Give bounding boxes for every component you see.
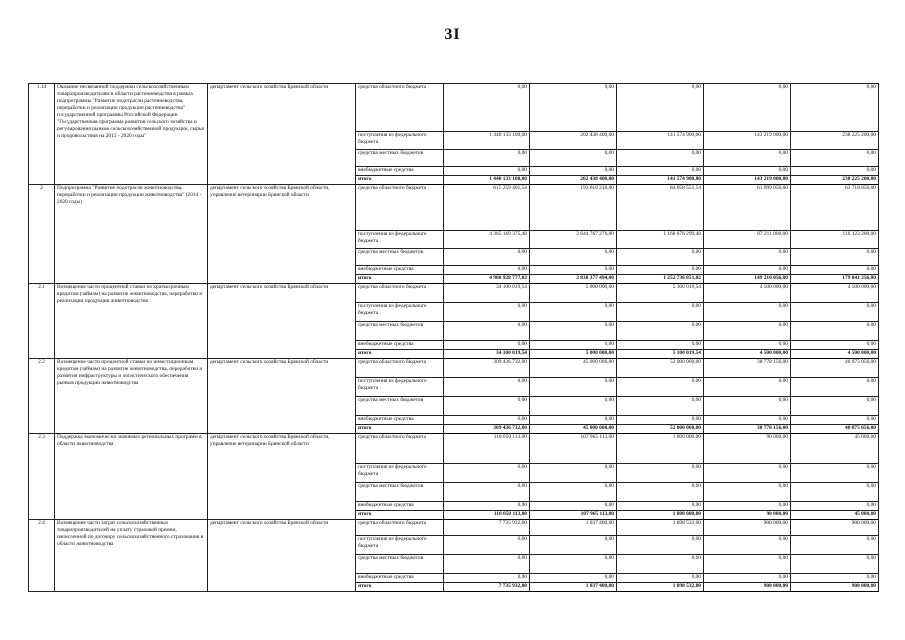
table-row [29, 520, 879, 536]
executor: департамент сельского хозяйства Брянской области [208, 284, 356, 359]
amount-cell: 0,00 [617, 483, 704, 502]
amount-cell: 0,00 [704, 555, 791, 574]
funding-source: внебюджетные средства [356, 502, 444, 511]
amount-cell: 0,00 [530, 341, 617, 350]
amount-cell: 5 100 019,54 [617, 350, 704, 359]
amount-cell: 52 000 000,00 [617, 425, 704, 434]
amount-cell: 0,00 [704, 464, 791, 483]
amount-cell: 0,00 [530, 574, 617, 583]
amount-cell: 0,00 [617, 84, 704, 132]
amount-cell: 0,00 [791, 266, 879, 275]
amount-cell: 0,00 [444, 84, 530, 132]
amount-cell: 1 800 000,00 [617, 511, 704, 520]
amount-cell: 0,00 [791, 378, 879, 397]
amount-cell: 0,00 [444, 322, 530, 341]
funding-source: итого [356, 511, 444, 520]
amount-cell: 1 898 532,00 [617, 583, 704, 592]
amount-cell: 116 123 200,00 [791, 231, 879, 249]
funding-source: итого [356, 176, 444, 185]
amount-cell: 0,00 [704, 574, 791, 583]
amount-cell: 0,00 [704, 397, 791, 416]
amount-cell: 238 225 200,00 [791, 132, 879, 150]
amount-cell: 309 436 732,00 [444, 425, 530, 434]
row-index: 2.2 [29, 359, 55, 434]
amount-cell: 0,00 [791, 167, 879, 176]
funding-source: поступления из федерального бюджета [356, 231, 444, 249]
amount-cell: 0,00 [791, 555, 879, 574]
funding-source: внебюджетные средства [356, 167, 444, 176]
amount-cell: 193 610 218,00 [530, 185, 617, 231]
amount-cell: 0,00 [791, 536, 879, 555]
amount-cell: 0,00 [617, 416, 704, 425]
amount-cell: 0,00 [530, 397, 617, 416]
funding-source: поступления из федерального бюджета [356, 378, 444, 397]
row-index: 2 [29, 185, 55, 284]
funding-source: итого [356, 275, 444, 284]
amount-cell: 0,00 [704, 303, 791, 322]
amount-cell: 0,00 [791, 322, 879, 341]
amount-cell: 0,00 [444, 574, 530, 583]
amount-cell: 45 000 000,00 [530, 425, 617, 434]
amount-cell: 1 252 736 851,02 [617, 275, 704, 284]
amount-cell: 0,00 [530, 555, 617, 574]
amount-cell: 0,00 [444, 416, 530, 425]
amount-cell: 0,00 [444, 397, 530, 416]
funding-source: средства местных бюджетов [356, 322, 444, 341]
amount-cell: 5 100 019,54 [617, 284, 704, 303]
funding-source: средства местных бюджетов [356, 397, 444, 416]
amount-cell: 0,00 [444, 502, 530, 511]
executor: департамент сельского хозяйства Брянской области [208, 359, 356, 434]
row-index: 2.4 [29, 520, 55, 592]
amount-cell: 0,00 [791, 303, 879, 322]
amount-cell: 0,00 [617, 378, 704, 397]
funding-source: поступления из федерального бюджета [356, 303, 444, 322]
amount-cell: 900 000,00 [791, 520, 879, 536]
amount-cell: 0,00 [617, 397, 704, 416]
amount-cell: 0,00 [444, 536, 530, 555]
amount-cell: 0,00 [704, 416, 791, 425]
amount-cell: 0,00 [530, 84, 617, 132]
amount-cell: 0,00 [530, 150, 617, 167]
funding-source: средства областного бюджета [356, 520, 444, 536]
amount-cell: 52 000 000,00 [617, 359, 704, 378]
amount-cell: 0,00 [704, 266, 791, 275]
amount-cell: 38 778 156,00 [704, 425, 791, 434]
funding-source: итого [356, 350, 444, 359]
funding-source: поступления из федерального бюджета [356, 132, 444, 150]
amount-cell: 309 436 732,00 [444, 359, 530, 378]
amount-cell: 0,00 [444, 303, 530, 322]
amount-cell: 4 500 000,00 [704, 284, 791, 303]
amount-cell: 0,00 [704, 84, 791, 132]
funding-source: средства областного бюджета [356, 185, 444, 231]
amount-cell: 1 037 400,00 [530, 583, 617, 592]
amount-cell: 40 075 056,00 [791, 425, 879, 434]
amount-cell: 238 225 200,00 [791, 176, 879, 185]
amount-cell: 0,00 [704, 341, 791, 350]
amount-cell: 0,00 [704, 249, 791, 266]
amount-cell: 0,00 [617, 502, 704, 511]
amount-cell: 90 000,00 [704, 511, 791, 520]
row-index: 2.1 [29, 284, 55, 359]
amount-cell: 143 219 000,00 [704, 176, 791, 185]
executor: департамент сельского хозяйства Брянской области [208, 520, 356, 592]
amount-cell: 0,00 [617, 303, 704, 322]
amount-cell: 38 778 156,00 [704, 359, 791, 378]
amount-cell: 0,00 [617, 150, 704, 167]
funding-source: средства областного бюджета [356, 359, 444, 378]
funding-source: поступления из федерального бюджета [356, 536, 444, 555]
funding-source: итого [356, 583, 444, 592]
measure-title: Оказание несвязанной поддержки сельскохозяйственным товаропроизводителям в области растениеводства в рамках подпрограммы "Развитие подотрасли растениеводства, переработки и реализации продукции растениеводства" государственной программы Российской Федерации "Государственная программа развития сельского хозяйства и регулирования рынков сельскохозяйственной продукции, сырья и продовольствия на 2013 - 2020 годы" [55, 84, 208, 185]
measure-title: Возмещение части процентной ставки по инвестиционным кредитам (займам) на развитие животноводства, переработки и развития инфраструктуры и логистического обеспечения рынков продукции животноводства [55, 359, 208, 434]
amount-cell: 900 000,00 [704, 583, 791, 592]
amount-cell: 0,00 [791, 574, 879, 583]
amount-cell: 0,00 [791, 150, 879, 167]
amount-cell: 0,00 [791, 397, 879, 416]
funding-source: средства местных бюджетов [356, 249, 444, 266]
amount-cell: 0,00 [617, 167, 704, 176]
amount-cell: 0,00 [791, 84, 879, 132]
amount-cell: 0,00 [444, 266, 530, 275]
amount-cell: 107 965 113,00 [530, 434, 617, 464]
amount-cell: 0,00 [530, 378, 617, 397]
amount-cell: 0,00 [791, 502, 879, 511]
amount-cell: 0,00 [617, 341, 704, 350]
amount-cell: 45 000,00 [791, 511, 879, 520]
amount-cell: 0,00 [704, 150, 791, 167]
amount-cell: 0,00 [530, 266, 617, 275]
funding-source: внебюджетные средства [356, 341, 444, 350]
amount-cell: 0,00 [530, 303, 617, 322]
measure-title: Возмещение части затрат сельскохозяйственных товаропроизводителей на уплату страховой премии, начисленной по договору сельскохозяйственного страхования в области животноводства [55, 520, 208, 592]
amount-cell: 110 050 113,00 [444, 434, 530, 464]
amount-cell: 0,00 [791, 416, 879, 425]
table-body [29, 84, 879, 592]
amount-cell: 84 058 551,54 [617, 185, 704, 231]
amount-cell: 0,00 [530, 502, 617, 511]
page-number: 3I [444, 26, 461, 43]
amount-cell: 1 037 400,00 [530, 520, 617, 536]
measure-title: Поддержка экономически значимых региональных программ в области животноводства [55, 434, 208, 520]
amount-cell: 40 075 056,00 [791, 359, 879, 378]
amount-cell: 0,00 [791, 464, 879, 483]
amount-cell: 0,00 [704, 502, 791, 511]
amount-cell: 34 100 019,54 [444, 284, 530, 303]
amount-cell: 0,00 [444, 464, 530, 483]
row-index: 2.3 [29, 434, 55, 520]
amount-cell: 45 000 000,00 [530, 359, 617, 378]
amount-cell: 0,00 [530, 483, 617, 502]
amount-cell: 0,00 [444, 150, 530, 167]
amount-cell: 61 999 056,00 [704, 185, 791, 231]
measure-title: Возмещение части процентной ставки по краткосрочным кредитам (займам) на развитие животноводства, переработки и реализации продукции животноводства [55, 284, 208, 359]
amount-cell: 45 000,00 [791, 434, 879, 464]
measure-title: Подпрограмма "Развитие подотрасли животноводства, переработки и реализации продукции животноводства" (2014 - 2020 годы) [55, 185, 208, 284]
amount-cell: 0,00 [530, 322, 617, 341]
funding-source: средства областного бюджета [356, 284, 444, 303]
amount-cell: 2 838 377 494,00 [530, 275, 617, 284]
amount-cell: 0,00 [444, 249, 530, 266]
funding-source: итого [356, 425, 444, 434]
amount-cell: 4 500 000,00 [704, 350, 791, 359]
amount-cell: 0,00 [617, 249, 704, 266]
amount-cell: 90 000,00 [704, 434, 791, 464]
amount-cell: 4 365 169 375,48 [444, 231, 530, 249]
amount-cell: 34 100 019,54 [444, 350, 530, 359]
amount-cell: 1 440 133 100,00 [444, 132, 530, 150]
row-index: 1.14 [29, 84, 55, 185]
executor: департамент сельского хозяйства Брянской области [208, 84, 356, 185]
table-row [29, 359, 879, 378]
amount-cell: 0,00 [617, 464, 704, 483]
amount-cell: 1 440 133 100,00 [444, 176, 530, 185]
amount-cell: 0,00 [530, 536, 617, 555]
amount-cell: 107 965 113,00 [530, 511, 617, 520]
amount-cell: 615 259 401,54 [444, 185, 530, 231]
amount-cell: 4 500 000,00 [791, 350, 879, 359]
amount-cell: 5 000 000,00 [530, 284, 617, 303]
funding-source: средства областного бюджета [356, 84, 444, 132]
amount-cell: 7 735 932,00 [444, 520, 530, 536]
amount-cell: 0,00 [530, 464, 617, 483]
amount-cell: 179 841 256,00 [791, 275, 879, 284]
funding-source: внебюджетные средства [356, 266, 444, 275]
amount-cell: 0,00 [444, 341, 530, 350]
amount-cell: 0,00 [444, 555, 530, 574]
amount-cell: 149 210 056,00 [704, 275, 791, 284]
amount-cell: 0,00 [704, 483, 791, 502]
amount-cell: 143 219 000,00 [704, 132, 791, 150]
amount-cell: 0,00 [530, 416, 617, 425]
amount-cell: 1 800 000,00 [617, 434, 704, 464]
amount-cell: 141 574 900,00 [617, 132, 704, 150]
funding-source: средства местных бюджетов [356, 555, 444, 574]
amount-cell: 900 000,00 [791, 583, 879, 592]
amount-cell: 0,00 [704, 322, 791, 341]
funding-source: средства областного бюджета [356, 434, 444, 464]
amount-cell: 0,00 [444, 378, 530, 397]
amount-cell: 2 644 767 276,00 [530, 231, 617, 249]
funding-source: поступления из федерального бюджета [356, 464, 444, 483]
executor: департамент сельского хозяйства Брянской области, управление ветеринарии Брянской области [208, 434, 356, 520]
amount-cell: 87 211 000,00 [704, 231, 791, 249]
amount-cell: 0,00 [617, 536, 704, 555]
amount-cell: 202 438 400,00 [530, 176, 617, 185]
amount-cell: 0,00 [617, 555, 704, 574]
amount-cell: 141 574 900,00 [617, 176, 704, 185]
amount-cell: 0,00 [617, 322, 704, 341]
table-row [29, 84, 879, 132]
funding-source: средства местных бюджетов [356, 483, 444, 502]
amount-cell: 4 980 928 777,02 [444, 275, 530, 284]
amount-cell: 0,00 [704, 536, 791, 555]
amount-cell: 0,00 [791, 341, 879, 350]
table-row [29, 284, 879, 303]
amount-cell: 4 500 000,00 [791, 284, 879, 303]
amount-cell: 0,00 [791, 483, 879, 502]
amount-cell: 0,00 [444, 483, 530, 502]
funding-source: средства местных бюджетов [356, 150, 444, 167]
amount-cell: 110 050 113,00 [444, 511, 530, 520]
amount-cell: 5 000 000,00 [530, 350, 617, 359]
amount-cell: 0,00 [617, 574, 704, 583]
amount-cell: 202 438 400,00 [530, 132, 617, 150]
funding-source: внебюджетные средства [356, 574, 444, 583]
amount-cell: 0,00 [617, 266, 704, 275]
amount-cell: 0,00 [530, 249, 617, 266]
funding-source: внебюджетные средства [356, 416, 444, 425]
amount-cell: 63 718 056,00 [791, 185, 879, 231]
amount-cell: 0,00 [704, 378, 791, 397]
funding-table [28, 83, 879, 592]
amount-cell: 900 000,00 [704, 520, 791, 536]
amount-cell: 0,00 [530, 167, 617, 176]
amount-cell: 7 735 932,00 [444, 583, 530, 592]
amount-cell: 1 898 532,00 [617, 520, 704, 536]
amount-cell: 1 168 676 299,48 [617, 231, 704, 249]
amount-cell: 0,00 [704, 167, 791, 176]
table-row [29, 185, 879, 231]
amount-cell: 0,00 [791, 249, 879, 266]
amount-cell: 0,00 [444, 167, 530, 176]
table-row [29, 434, 879, 464]
executor: департамент сельского хозяйства Брянской области, управление ветеринарии Брянской области [208, 185, 356, 284]
